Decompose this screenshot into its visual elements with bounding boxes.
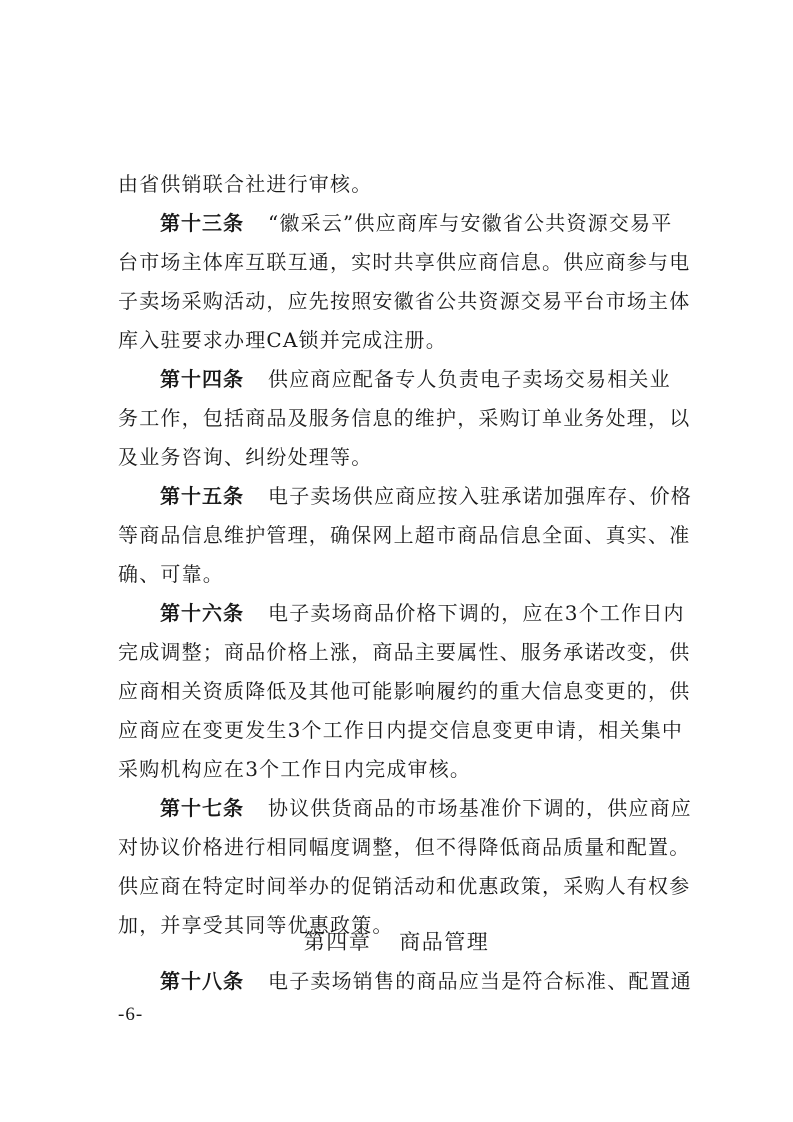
article-number: 第十五条: [160, 484, 244, 508]
article-text: “徽采云”供应商库与安徽省公共资源交易平: [268, 211, 673, 235]
text-line: 确、可靠。: [118, 562, 224, 586]
article-line: [160, 477, 720, 515]
text-line: 由省供销联合社进行审核。: [118, 172, 373, 196]
text-line: 对协议价格进行相同幅度调整，但不得降低商品质量和配置。: [118, 835, 691, 859]
article-line: [160, 962, 720, 1000]
text-line: 台市场主体库互联互通，实时共享供应商信息。供应商参与电: [118, 250, 691, 274]
text-line: 采购机构应在3个工作日内完成审核。: [118, 757, 472, 781]
text-line: 完成调整；商品价格上涨，商品主要属性、服务承诺改变，供: [118, 640, 691, 664]
article-number: 第十三条: [160, 211, 244, 235]
article-line: [160, 594, 720, 632]
chapter-number: 第四章: [303, 930, 372, 954]
text-line: 加，并享受其同等优惠政策。: [118, 913, 394, 937]
article-line: [160, 789, 720, 827]
article-text: 供应商应配备专人负责电子卖场交易相关业: [268, 367, 671, 391]
text-line: 供应商在特定时间举办的促销活动和优惠政策，采购人有权参: [118, 874, 691, 898]
text-line: 应商相关资质降低及其他可能影响履约的重大信息变更的，供: [118, 679, 691, 703]
text-line: 子卖场采购活动，应先按照安徽省公共资源交易平台市场主体: [118, 289, 691, 313]
article-number: 第十七条: [160, 796, 244, 820]
article-text: 电子卖场销售的商品应当是符合标准、配置通: [268, 969, 692, 993]
article-text: 协议供货商品的市场基准价下调的，供应商应: [268, 796, 692, 820]
page-number: -6-: [118, 1004, 144, 1025]
article-text: 电子卖场商品价格下调的，应在3个工作日内: [268, 601, 685, 625]
text-line: 库入驻要求办理CA锁并完成注册。: [118, 328, 447, 352]
article-number: 第十八条: [160, 969, 244, 993]
article-text: 电子卖场供应商应按入驻承诺加强库存、价格: [268, 484, 692, 508]
article-number: 第十六条: [160, 601, 244, 625]
article-line: [160, 360, 720, 398]
article-number: 第十四条: [160, 367, 244, 391]
text-line: 等商品信息维护管理，确保网上超市商品信息全面、真实、准: [118, 523, 691, 547]
chapter-heading: [0, 923, 793, 961]
article-line: [160, 204, 720, 242]
text-line: 应商应在变更发生3个工作日内提交信息变更申请，相关集中: [118, 718, 684, 742]
chapter-title: 商品管理: [399, 930, 490, 954]
text-line: 及业务咨询、纠纷处理等。: [118, 445, 373, 469]
text-line: 务工作，包括商品及服务信息的维护，采购订单业务处理，以: [118, 406, 691, 430]
